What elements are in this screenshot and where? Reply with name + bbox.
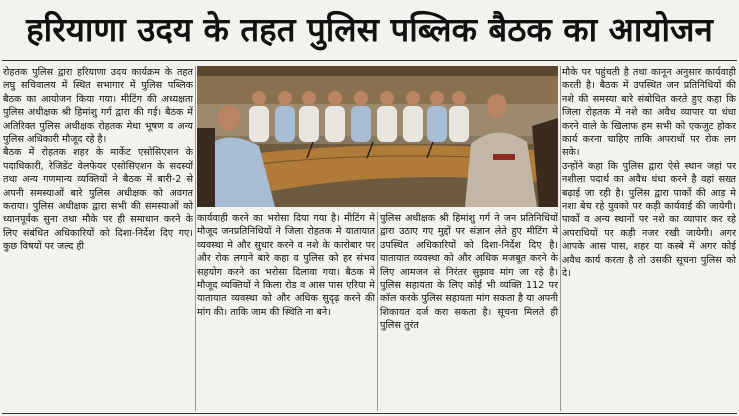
meeting-photo	[197, 66, 558, 207]
paragraph: उन्होंने कहा कि पुलिस द्वारा ऐसे स्थान जहां पर नशीला पदार्थ का अवैध धंधा करने है वहां सख्त बढ़ाई जा रही है। पुलिस द्वारा पार्को की आड़ मे नशा बेच रहे युवको पर कड़ी कार्यवाई की जायेगी। पार्को व अन्य स्थानों पर नशे का व्यापार कर रहे अपराधियों पर कड़ी नजर रखी जायेगी। अगर आपके आस पास, शहर या कस्बे में अगर कोई अवैध कार्य करता है तो उसकी सूचना पुलिस को दे।	[562, 160, 736, 280]
paragraph: पुलिस अधीक्षक श्री हिमांशु गर्ग ने जन प्रतिनिधियों द्वारा उठाए गए मुद्दों पर संज्ञान लेते हुए मीटिंग मे उपस्थित अधिकारियों को दिशा-निर्देश दिए है। यातायात व्यवस्था को और अधिक मजबूत करने के लिए आमजन से निरंतर सुझाव मांग जा रहे है। पुलिस सहायता के लिए कोई भी व्यक्ति 112 पर कॉल करके पुलिस सहायता मांग सकता है या अपनी शिकायत दर्ज करा सकता है। सूचना मिलते ही पुलिस तुरंत	[380, 213, 558, 332]
paragraph: मौके पर पहुंचती है तथा कानून अनुसार कार्यवाही करती है। बैठक में उपस्थित जन प्रतिनिधियों की नशे की समस्या बारे संबोधित करते हुए कहा कि जिला रोहतक में नशे का अवैध व्यापार या धंधा करने वाले के खिलाफ हम सभी को एकजुट होकर कार्य करना चाहिए ताकि अपराधों पर रोक लग सके।	[562, 67, 736, 159]
article-column-2	[197, 212, 375, 412]
meeting-photo-illustration	[197, 66, 558, 207]
bottom-rule	[2, 413, 737, 414]
column-divider	[377, 212, 378, 411]
paragraph: रोहतक पुलिस द्वारा हरियाणा उदय कार्यक्रम के तहत लघु सचिवालय में स्थित सभागार में पुलिस पब्लिक बैठक का आयोजन किया गया। मीटिंग की अध्यक्षता पुलिस अधीक्षक श्री हिमांशु गर्ग द्वारा की गई। बैठक में अतिरिक्त पुलिस अधीक्षक रोहतक मेधा भूषण व अन्य पुलिस अधिकारी मौजूद रहे है।	[3, 67, 193, 146]
article-column-1	[3, 66, 193, 412]
article-column-4	[562, 66, 736, 412]
column-divider	[195, 66, 196, 411]
paragraph: बैठक में रोहतक शहर के मार्केट एसोसिएशन के पदाधिकारी, रेजिडेंट वेलफेयर एसोसिएशन के सदस्यों तथा अन्य गणमान्य व्यक्तियों ने बैठक में बारी-2 से अपनी समस्याओं बारे पुलिस अधीक्षक को अवगत कराया। पुलिस अधीक्षक द्वारा सभी की समस्याओं को ध्यानपूर्वक सुना तथा मौके पर ही समाधान करने के लिए संबंधित अधिकारियों को दिशा-निर्देश दिए गए। कुछ विषयों पर जल्द ही	[3, 147, 193, 253]
headline: हरियाणा उदय के तहत पुलिस पब्लिक बैठक का आयोजन	[26, 10, 713, 49]
article-column-3	[380, 212, 558, 412]
paragraph: कार्यवाही करने का भरोसा दिया गया है। मीटिंग मे मौजूद जनप्रतिनिधियों ने जिला रोहतक मे यातायात व्यवस्था मे और सुधार करने व नशे के कारोबार पर और रोक लगाने बारे कहा व पुलिस को हर संभव सहयोग करने का भरोसा दिलावा गया। बैठक मे मौजूद व्यक्तियों ने किला रोड व आस पास एरिया मे यातायात व्यवस्था को और अधिक सुदृढ़ करने की मांग की। ताकि जाम की स्थिति ना बने।	[197, 213, 375, 318]
column-divider	[560, 66, 561, 411]
headline-rule	[2, 60, 737, 61]
